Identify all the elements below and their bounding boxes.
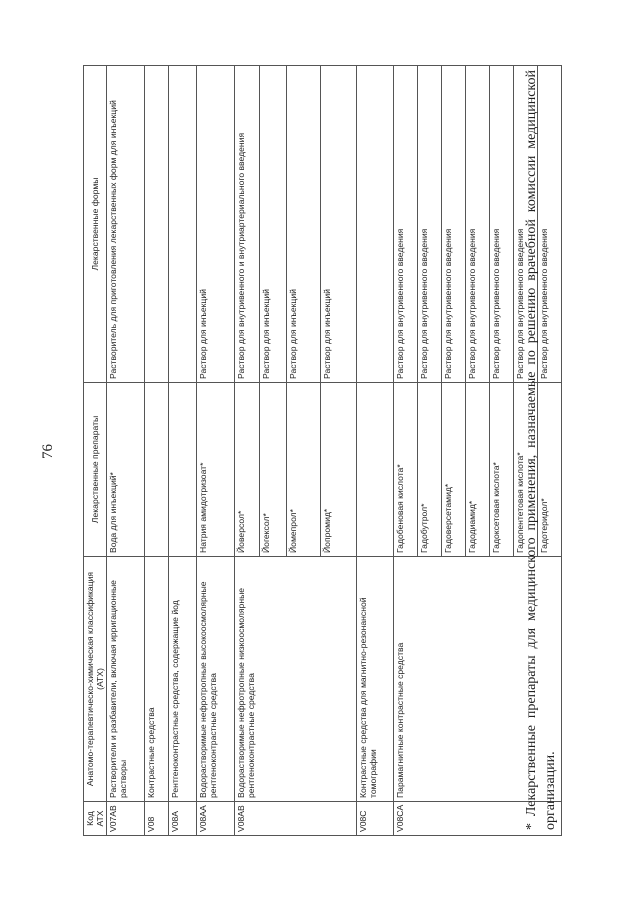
cell-form: Раствор для внутривенного введения xyxy=(514,66,538,383)
table-row xyxy=(235,66,260,836)
cell-form: Раствор для инъекций xyxy=(287,66,321,383)
cell-drug: Гадобеновая кислота* xyxy=(394,383,418,557)
footnote-text: * Лекарственные препараты для медицинского применения, назначаемые по решению врачебной комиссии медицинской организации. xyxy=(524,70,558,830)
cell-code: V08 xyxy=(145,802,169,836)
cell-drug xyxy=(145,383,169,557)
cell-form: Раствор для внутривенного введения xyxy=(442,66,466,383)
cell-form: Раствор для внутривенного введения xyxy=(490,66,514,383)
table-row xyxy=(169,66,197,836)
table-header-row xyxy=(84,66,107,836)
cell-form: Раствор для внутривенного введения xyxy=(466,66,490,383)
cell-drug: Йогексол* xyxy=(260,383,287,557)
cell-form: Раствор для внутривенного и внутриартериального введения xyxy=(235,66,260,383)
header-drugs: Лекарственные препараты xyxy=(84,383,107,557)
cell-drug: Йоверсол* xyxy=(235,383,260,557)
table-row xyxy=(107,66,145,836)
cell-drug: Гадодиамид* xyxy=(466,383,490,557)
cell-name: Контрастные средства xyxy=(145,557,169,802)
table-row xyxy=(357,66,394,836)
cell-form: Раствор для инъекций xyxy=(260,66,287,383)
cell-code: V07AB xyxy=(107,802,145,836)
cell-form xyxy=(357,66,394,383)
cell-form: Раствор для инъекций xyxy=(197,66,235,383)
cell-drug: Натрия амидотризоат* xyxy=(197,383,235,557)
table-row xyxy=(394,66,418,836)
cell-drug: Йомепрол* xyxy=(287,383,321,557)
page-number: 76 xyxy=(40,444,56,460)
atx-table xyxy=(83,65,562,836)
cell-form: Растворитель для приготовления лекарственных форм для инъекций xyxy=(107,66,145,383)
cell-name: Рентгеноконтрастные средства, содержащие йод xyxy=(169,557,197,802)
header-code: Код АТХ xyxy=(84,802,107,836)
cell-code: V08AB xyxy=(235,802,357,836)
cell-drug: Гадопентетовая кислота* xyxy=(514,383,538,557)
cell-form: Раствор для внутривенного введения xyxy=(418,66,442,383)
table-row xyxy=(197,66,235,836)
cell-name: Парамагнитные контрастные средства xyxy=(394,557,562,802)
cell-name: Растворители и разбавители, включая ирригационные растворы xyxy=(107,557,145,802)
cell-name: Водорастворимые нефротропные высокоосмолярные рентгеноконтрастные средства xyxy=(197,557,235,802)
cell-form: Раствор для инъекций xyxy=(321,66,357,383)
cell-drug: Йопромид* xyxy=(321,383,357,557)
cell-form: Раствор для внутривенного введения xyxy=(394,66,418,383)
header-name: Анатомо-терапевтическо-химическая классификация (АТХ) xyxy=(84,557,107,802)
header-forms: Лекарственные формы xyxy=(84,66,107,383)
cell-drug: Гадотеридол* xyxy=(538,383,562,557)
cell-drug: Гадобутрол* xyxy=(418,383,442,557)
cell-drug xyxy=(169,383,197,557)
cell-drug: Гадоксетовая кислота* xyxy=(490,383,514,557)
cell-code: V08A xyxy=(169,802,197,836)
cell-code: V08CA xyxy=(394,802,562,836)
table-row xyxy=(145,66,169,836)
cell-name: Контрастные средства для магнитно-резонансной томографии xyxy=(357,557,394,802)
cell-code: V08C xyxy=(357,802,394,836)
cell-form xyxy=(145,66,169,383)
cell-drug xyxy=(357,383,394,557)
cell-drug: Гадоверсетамид* xyxy=(442,383,466,557)
cell-drug: Вода для инъекций* xyxy=(107,383,145,557)
cell-code: V08AA xyxy=(197,802,235,836)
cell-form: Раствор для внутривенного введения xyxy=(538,66,562,383)
cell-name: Водорастворимые нефротропные низкоосмолярные рентгеноконтрастные средства xyxy=(235,557,357,802)
cell-form xyxy=(169,66,197,383)
footnote xyxy=(522,70,574,830)
